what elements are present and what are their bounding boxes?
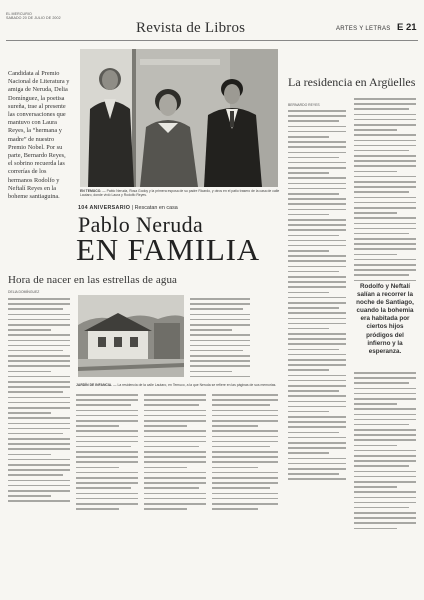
paper-name: EL MERCURIO <box>6 12 32 16</box>
right-article-byline: BERNARDO REYES <box>288 103 320 107</box>
headline-kicker <box>78 205 178 211</box>
bottom-article-column-right-of-photo <box>190 298 250 381</box>
bottom-article-column-2 <box>76 394 138 513</box>
photo-caption <box>80 189 280 197</box>
house-photo-caption-text: — La residencia de la calle Lautaro, en Temuco, a la que Neruda se refiere en las páginas de sus memorias. <box>113 383 277 387</box>
page-number: E 21 <box>397 22 417 33</box>
house-photo-caption-label: JARDÍN DE INFANCIA. <box>76 383 113 387</box>
bottom-article-column-3 <box>144 394 206 513</box>
bottom-article-column-4 <box>212 394 278 513</box>
right-article-column-1 <box>288 110 346 484</box>
right-article-column-2b <box>354 372 416 533</box>
house-photo <box>78 295 184 377</box>
right-article-title: La residencia en Argüelles <box>288 75 416 89</box>
sidebar-intro-text: Candidata al Premio Nacional de Literatura y amiga de Neruda, Delia Domínguez, la poetisa sureña, trae al presente las conversaciones que mantuvo con Laura Reyes, la “hermana y madre” de nuestro Premio Nobel. Por su parte, Bernardo Reyes, el sobrino recuerda las correrías de los hermanos Rodolfo y Neftalí Reyes en la boheme santiaguina. <box>8 70 70 201</box>
right-article-column-2 <box>354 98 416 285</box>
kicker-text: Rescatan en casa <box>134 205 178 211</box>
bottom-article-title: Hora de nacer en las estrellas de agua <box>8 274 178 286</box>
bottom-article-column-1 <box>8 298 70 506</box>
paper-date: SABADO 20 DE JULIO DE 2002 <box>6 16 61 21</box>
family-photo <box>80 49 278 187</box>
pull-quote: Rodolfo y Neftalí salían a recorrer la noche de Santiago, cuando la bohemia era habitada por ciertos hijos pródigos del infierno y la esperanza. <box>356 283 414 355</box>
bottom-article-byline: DELIA DOMÍNGUEZ <box>8 290 40 294</box>
photo-caption-label: EN TEMUCO. <box>80 189 102 193</box>
kicker-tag: 104 ANIVERSARIO <box>78 205 131 211</box>
headline-line-2: EN FAMILIA <box>76 232 260 267</box>
kicker-separator: | <box>131 205 135 211</box>
headline-line-1: Pablo Neruda <box>78 212 204 237</box>
photo-caption-text: — Pablo Neruda, Rosa Godoy y la primera esposa de su padre Ricardo, y otros en el patio trasero de la casa de calle Lautaro, donde vivió Laura y Rodolfo Reyes. <box>80 189 280 197</box>
header-divider <box>6 40 418 41</box>
newspaper-masthead-info <box>6 12 61 21</box>
section-subtitle: ARTES Y LETRAS <box>336 26 391 32</box>
house-photo-caption <box>76 383 286 387</box>
sidebar-intro <box>8 70 70 201</box>
section-title: Revista de Libros <box>136 20 246 36</box>
